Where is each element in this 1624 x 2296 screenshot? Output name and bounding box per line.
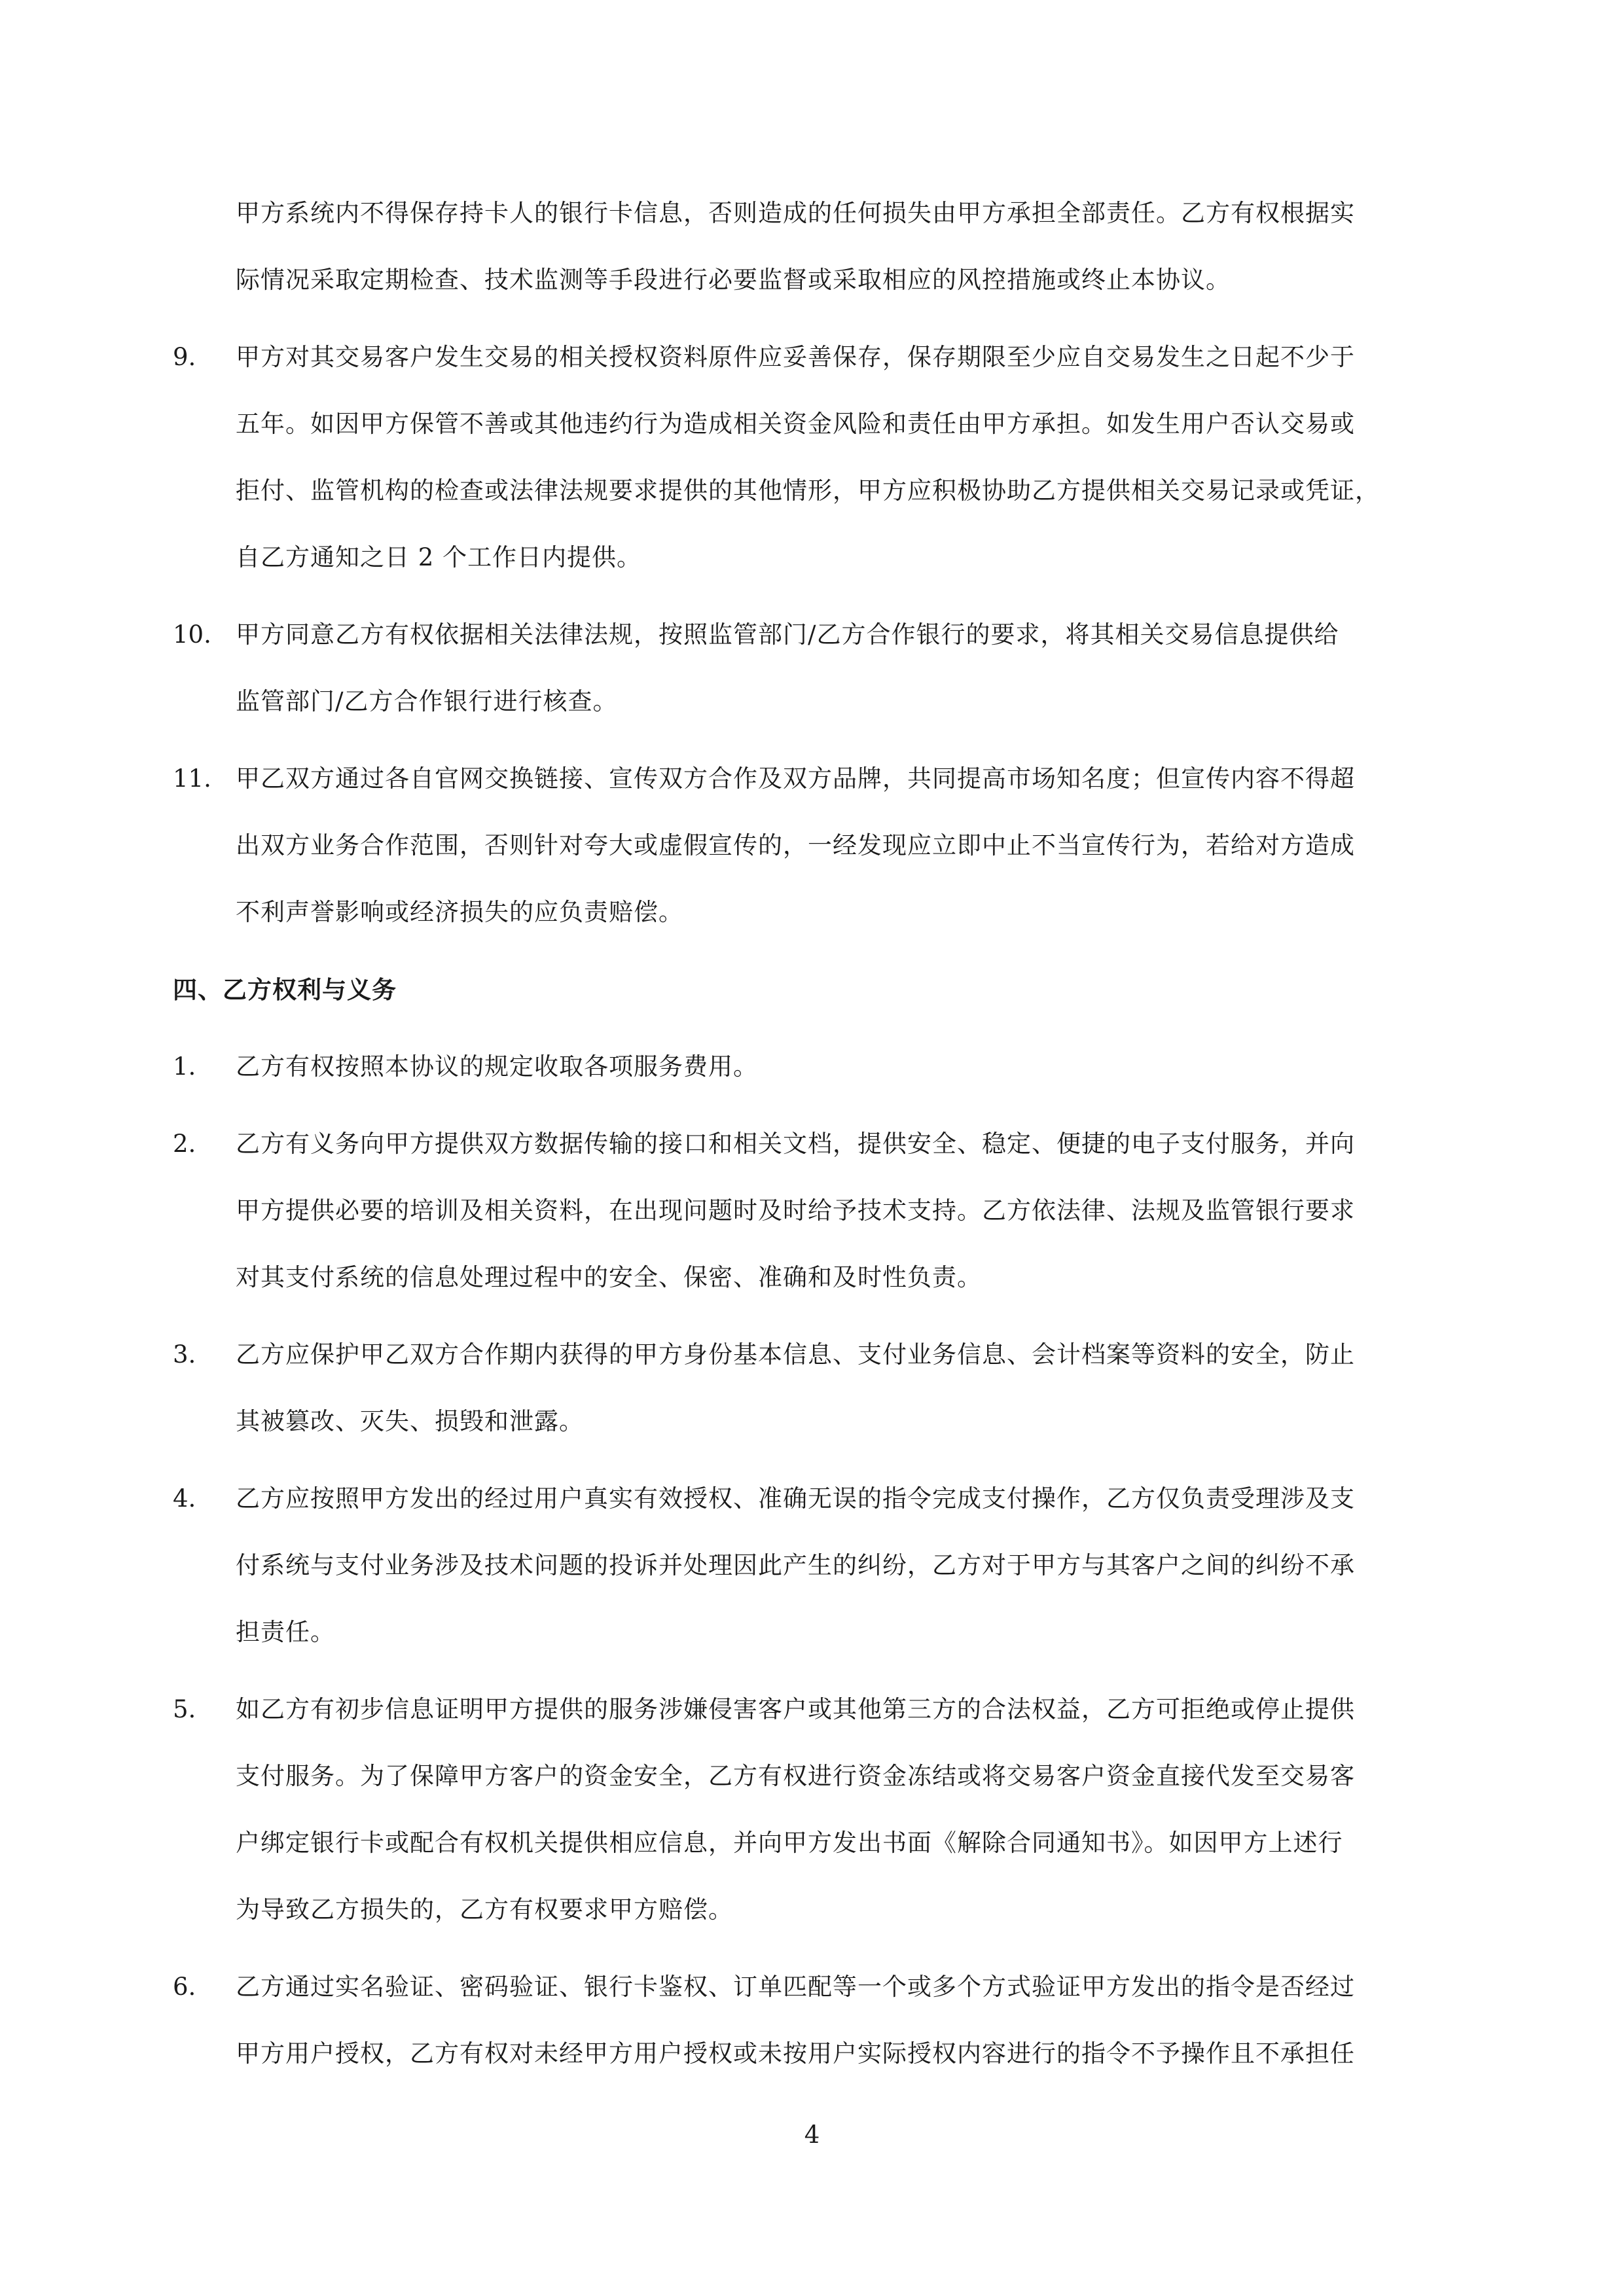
paragraph-line: 支付服务。为了保障甲方客户的资金安全，乙方有权进行资金冻结或将交易客户资金直接代发至交易客 [236,1762,1355,1790]
paragraph-line: 不利声誉影响或经济损失的应负责赔偿。 [236,898,683,926]
paragraph-line: 出双方业务合作范围，否则针对夸大或虚假宣传的，一经发现应立即中止不当宣传行为，若给对方造成 [236,831,1355,859]
paragraph-line: 甲乙双方通过各自官网交换链接、宣传双方合作及双方品牌，共同提高市场知名度；但宣传内容不得超 [236,764,1355,793]
paragraph-line: 监管部门/乙方合作银行进行核查。 [236,687,618,715]
item-number: 4. [173,1484,196,1513]
item-number: 5. [173,1695,196,1723]
paragraph-line: 乙方有义务向甲方提供双方数据传输的接口和相关文档，提供安全、稳定、便捷的电子支付服务，并向 [236,1130,1355,1158]
paragraph-line: 担责任。 [236,1618,335,1646]
item-number: 11. [173,764,211,793]
paragraph-line: 五年。如因甲方保管不善或其他违约行为造成相关资金风险和责任由甲方承担。如发生用户否认交易或 [236,410,1355,438]
paragraph-line: 如乙方有初步信息证明甲方提供的服务涉嫌侵害客户或其他第三方的合法权益，乙方可拒绝或停止提供 [236,1695,1355,1723]
paragraph-line: 际情况采取定期检查、技术监测等手段进行必要监督或采取相应的风控措施或终止本协议。 [236,266,1231,294]
item-number: 1. [173,1052,196,1081]
paragraph-line: 甲方提供必要的培训及相关资料，在出现问题时及时给予技术支持。乙方依法律、法规及监管银行要求 [236,1196,1355,1225]
paragraph-line: 拒付、监管机构的检查或法律法规要求提供的其他情形，甲方应积极协助乙方提供相关交易记录或凭证， [236,476,1380,505]
paragraph-line: 甲方系统内不得保存持卡人的银行卡信息，否则造成的任何损失由甲方承担全部责任。乙方有权根据实 [236,199,1355,227]
paragraph-line: 甲方对其交易客户发生交易的相关授权资料原件应妥善保存，保存期限至少应自交易发生之日起不少于 [236,343,1355,371]
paragraph-line: 乙方通过实名验证、密码验证、银行卡鉴权、订单匹配等一个或多个方式验证甲方发出的指令是否经过 [236,1973,1355,2001]
paragraph-line: 对其支付系统的信息处理过程中的安全、保密、准确和及时性负责。 [236,1263,982,1291]
paragraph-line: 甲方同意乙方有权依据相关法律法规，按照监管部门/乙方合作银行的要求，将其相关交易信息提供给 [236,620,1339,649]
item-number: 6. [173,1973,196,2001]
item-number: 10. [173,620,211,649]
paragraph-line: 乙方有权按照本协议的规定收取各项服务费用。 [236,1052,758,1081]
paragraph-line: 其被篡改、灭失、损毁和泄露。 [236,1407,584,1435]
paragraph-line: 付系统与支付业务涉及技术问题的投诉并处理因此产生的纠纷，乙方对于甲方与其客户之间的纠纷不承 [236,1551,1355,1579]
paragraph-line: 甲方用户授权，乙方有权对未经甲方用户授权或未按用户实际授权内容进行的指令不予操作且不承担任 [236,2039,1355,2068]
item-number: 2. [173,1130,196,1158]
paragraph-line: 自乙方通知之日 2 个工作日内提供。 [236,543,642,571]
item-number: 3. [173,1340,196,1369]
paragraph-line: 乙方应保护甲乙双方合作期内获得的甲方身份基本信息、支付业务信息、会计档案等资料的安全，防止 [236,1340,1355,1369]
page-number: 4 [804,2121,820,2149]
item-number: 9. [173,343,196,371]
paragraph-line: 户绑定银行卡或配合有权机关提供相应信息，并向甲方发出书面《解除合同通知书》。如因甲方上述行 [236,1829,1343,1857]
section-heading: 四、乙方权利与义务 [173,975,397,1004]
paragraph-line: 乙方应按照甲方发出的经过用户真实有效授权、准确无误的指令完成支付操作，乙方仅负责受理涉及支 [236,1484,1355,1513]
paragraph-line: 为导致乙方损失的，乙方有权要求甲方赔偿。 [236,1895,733,1924]
